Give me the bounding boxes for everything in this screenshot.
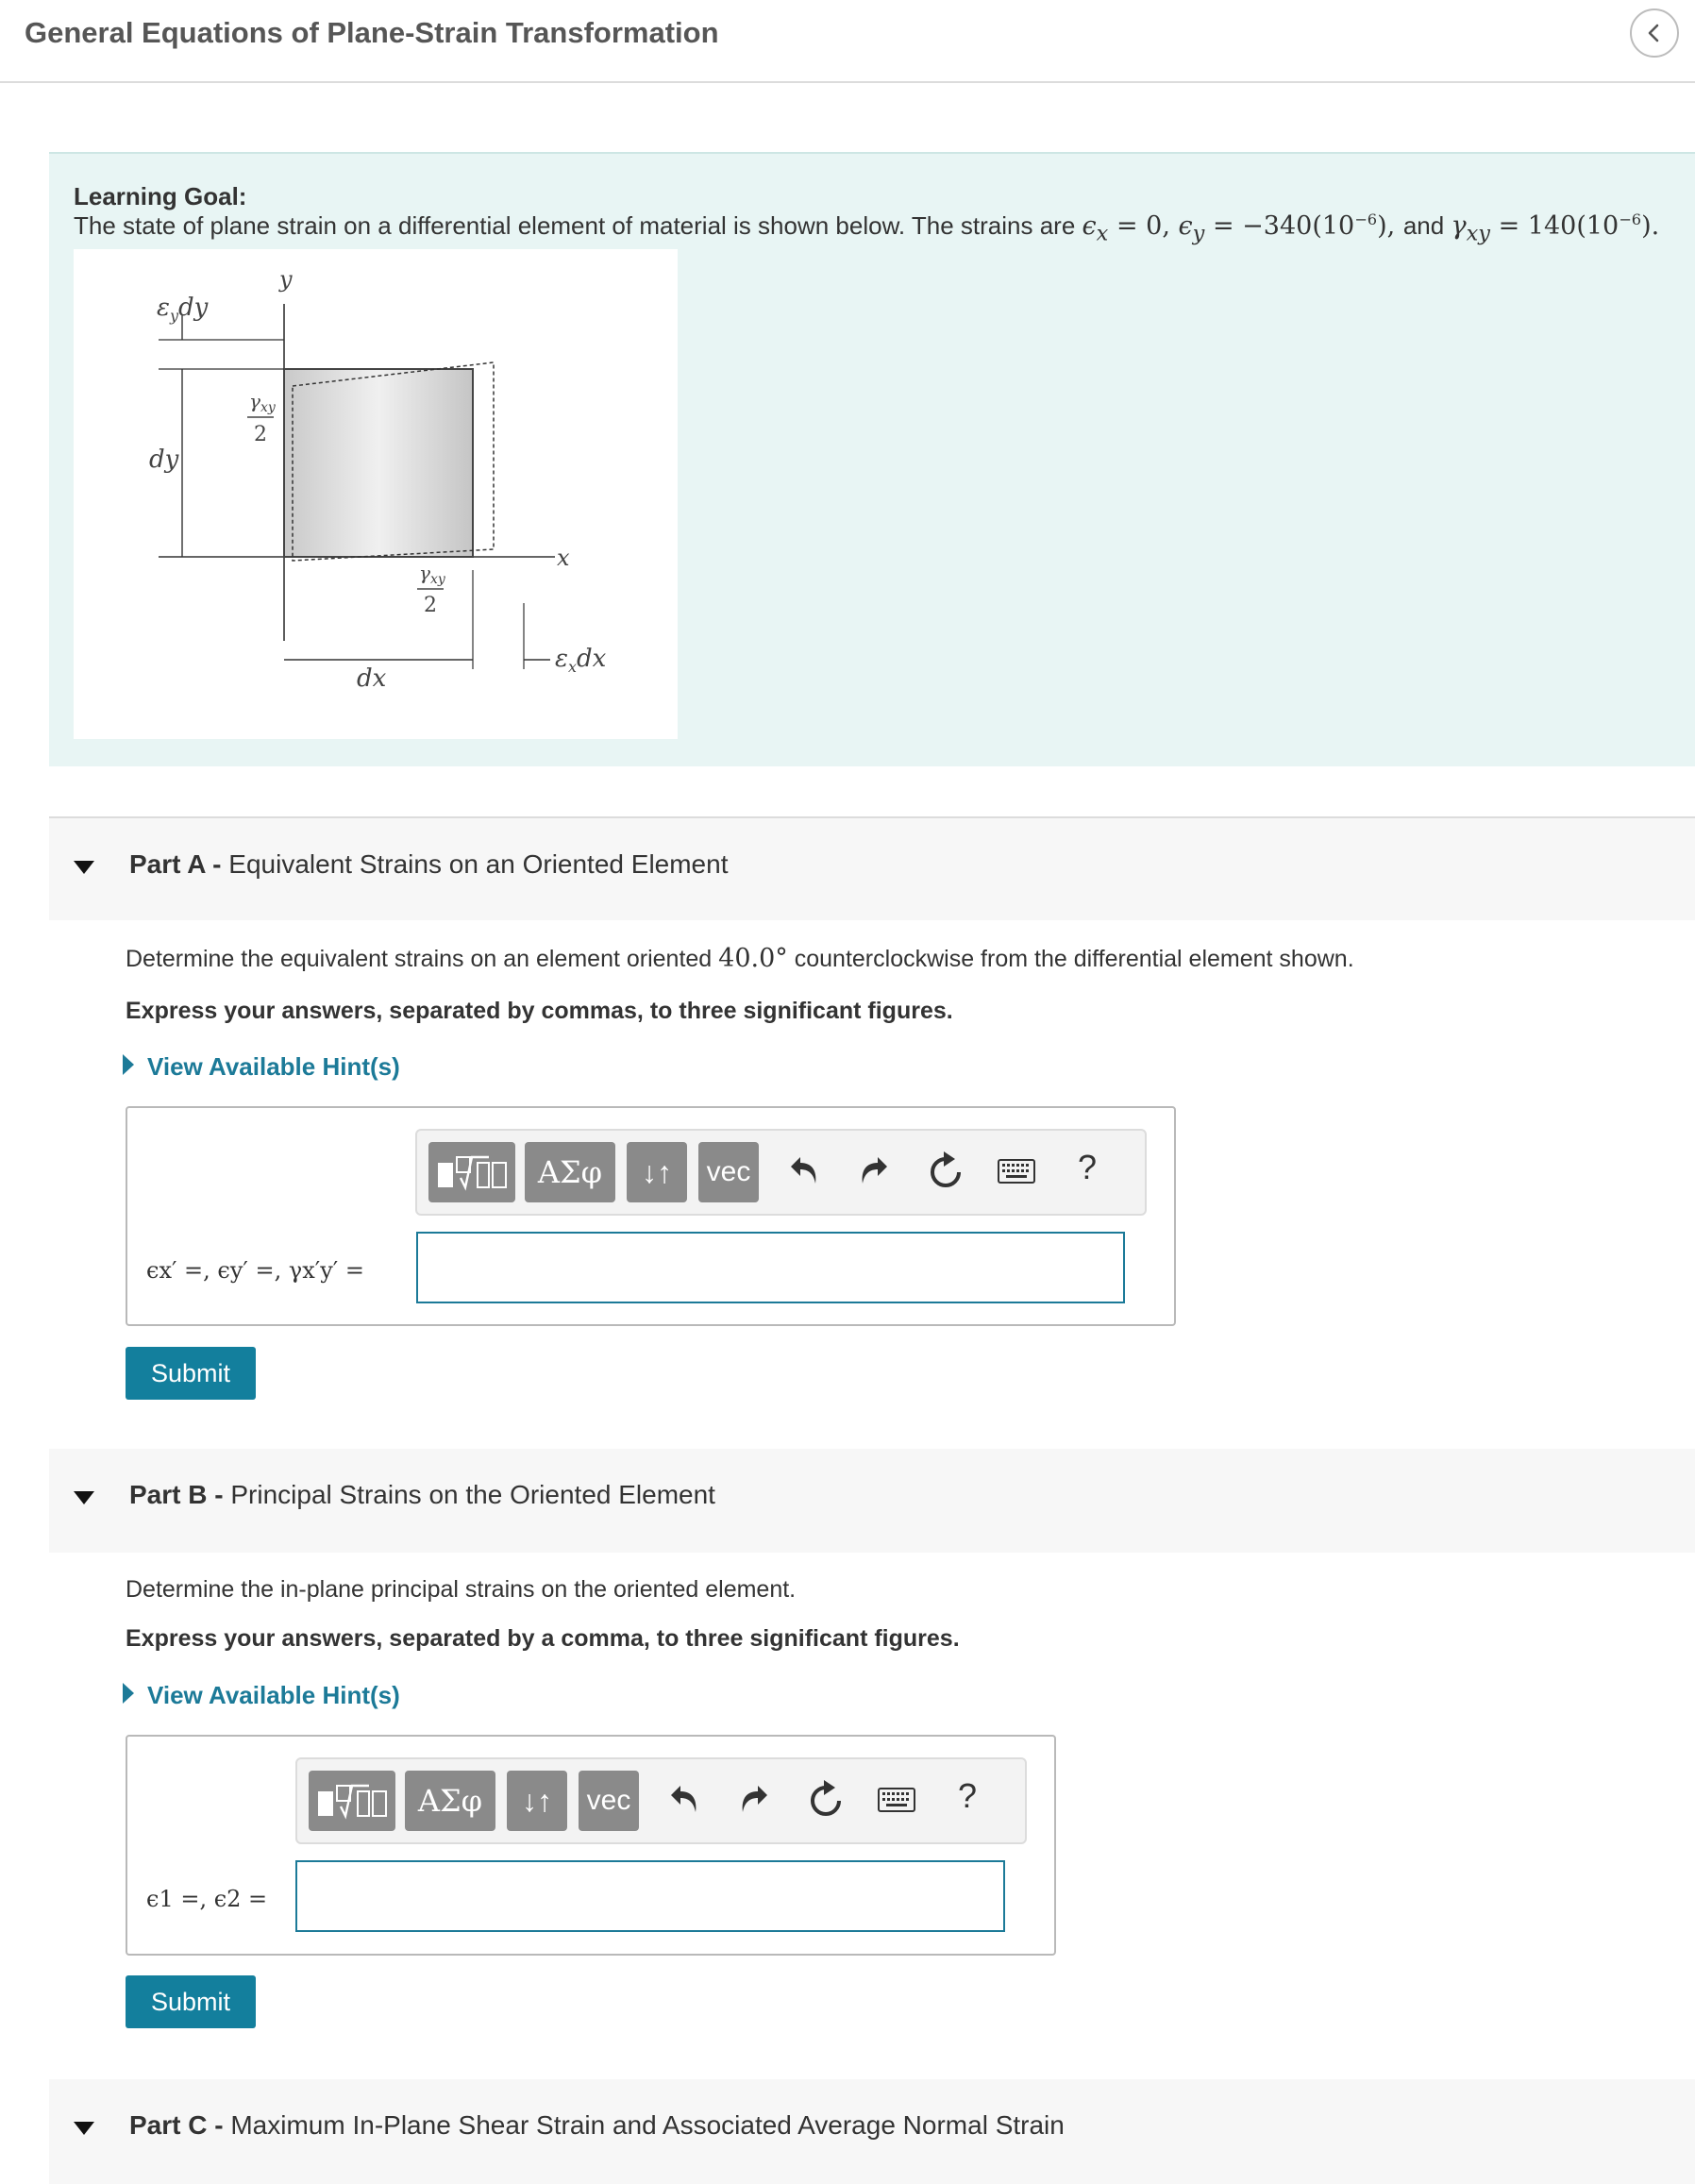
part-a-hint-text: View Available Hint(s) [147,1052,400,1081]
part-a-header[interactable] [49,816,1695,920]
learning-goal-text [74,210,1659,245]
epsilon-x-symbol: ϵ [1082,211,1097,241]
expand-triangle-icon [123,1683,134,1704]
expand-triangle-icon [123,1054,134,1075]
part-b-label: Part B - [129,1480,224,1509]
keyboard-icon[interactable] [998,1159,1035,1184]
epsilon-y-sub: y [1192,221,1205,246]
back-button[interactable] [1630,8,1679,58]
part-c-header[interactable] [49,2079,1695,2184]
part-a-title-text: Equivalent Strains on an Oriented Element [228,849,729,879]
part-b-question: Determine the in-plane principal strains on the oriented element. [126,1576,797,1603]
part-b-answer-input[interactable] [295,1860,1005,1932]
goal-text-before: The state of plane strain on a differential element of material is shown below. The strains are [74,211,1076,240]
chevron-left-icon [1644,23,1665,43]
part-b-math-toolbar [295,1757,1027,1844]
templates-button[interactable] [309,1771,395,1831]
label-two-bottom: 2 [424,594,437,617]
label-two-top: 2 [254,423,267,446]
gamma-xy-exponent: −6 [1619,210,1642,228]
part-c-label: Part C - [129,2110,224,2140]
part-b-answer-label: ϵ1 =, ϵ2 = [146,1886,268,1912]
epsilon-y-value: = −340(10 [1212,211,1355,241]
label-gamma-bottom: $\gamma_{xy}$ [419,562,445,587]
collapse-triangle-icon [74,861,94,876]
redo-icon[interactable] [857,1151,891,1189]
part-a-math-toolbar [415,1129,1147,1216]
greek-symbols-button[interactable]: ΑΣφ [525,1142,615,1202]
part-a-answer-input[interactable] [416,1232,1125,1303]
gamma-xy-value: = 140(10 [1498,211,1619,241]
part-b-answer-box [126,1735,1056,1956]
label-gamma-top: $\gamma_{xy}$ [249,390,276,415]
epsilon-x-sub: x [1096,221,1109,246]
label-ex-dx: $\varepsilon_xdx$ [555,645,607,676]
goal-and-text: and [1402,211,1445,240]
shear-strain-value [1451,210,1660,246]
part-a-angle: 40.0° [718,944,788,973]
epsilon-y-close: ), [1377,211,1396,241]
strain-diagram [74,249,678,739]
part-b-submit-button[interactable]: Submit [126,1975,256,2028]
label-dy: dy [149,445,179,474]
epsilon-y-symbol: ϵ [1178,211,1193,241]
part-a-question [126,944,1354,973]
reset-icon[interactable] [807,1780,845,1822]
gamma-xy-sub: xy [1466,221,1490,246]
greek-symbols-button[interactable]: ΑΣφ [405,1771,495,1831]
strain-values [1082,210,1403,246]
templates-button[interactable] [428,1142,515,1202]
part-b-title [129,1480,715,1510]
help-button[interactable]: ? [1078,1148,1098,1186]
gamma-xy-symbol: γ [1451,211,1467,241]
part-a-hint-link[interactable] [123,1052,400,1082]
label-ey-dy: $\varepsilon_ydy$ [157,294,209,325]
part-b-instruction: Express your answers, separated by a comma, to three significant figures. [126,1625,960,1652]
collapse-triangle-icon [74,2122,94,2137]
reset-icon[interactable] [927,1151,965,1193]
part-a-question-after: counterclockwise from the differential element shown. [794,946,1354,972]
undo-icon[interactable] [667,1780,701,1818]
redo-icon[interactable] [737,1780,771,1818]
keyboard-icon[interactable] [878,1788,915,1812]
collapse-triangle-icon [74,1491,94,1506]
part-a-title [129,849,728,880]
part-a-answer-box [126,1106,1176,1326]
header-bar [0,0,1695,83]
page-title: General Equations of Plane-Strain Transformation [25,16,719,49]
label-dx: dx [357,664,387,693]
arrows-button[interactable]: ↓↑ [627,1142,687,1202]
label-y: y [279,266,293,293]
epsilon-y-exponent: −6 [1354,210,1378,228]
templates-icon [434,1150,510,1195]
part-a-label: Part A - [129,849,222,879]
part-a-question-before: Determine the equivalent strains on an element oriented [126,946,713,972]
arrows-button[interactable]: ↓↑ [507,1771,567,1831]
epsilon-x-value: = 0, [1116,211,1170,241]
element-square [284,369,473,557]
learning-goal-heading: Learning Goal: [74,182,247,210]
part-c-title [129,2110,1065,2141]
part-b-title-text: Principal Strains on the Oriented Element [230,1480,715,1509]
part-b-header[interactable] [49,1449,1695,1553]
label-x: x [557,545,570,571]
vector-button[interactable]: vec [698,1142,759,1202]
gamma-xy-close: ). [1641,211,1660,241]
vector-button[interactable]: vec [579,1771,639,1831]
part-a-answer-label: ϵx′ =, ϵy′ =, γx′y′ = [146,1257,364,1284]
part-a-instruction: Express your answers, separated by commas, to three significant figures. [126,998,953,1024]
templates-icon [314,1778,390,1823]
part-b-hint-link[interactable] [123,1681,400,1710]
part-a-submit-button[interactable]: Submit [126,1347,256,1400]
part-c-title-text: Maximum In-Plane Shear Strain and Associated Average Normal Strain [230,2110,1065,2140]
learning-goal-panel [49,152,1695,766]
strain-element-figure [74,249,678,739]
help-button[interactable]: ? [958,1776,978,1815]
undo-icon[interactable] [787,1151,821,1189]
part-b-hint-text: View Available Hint(s) [147,1681,400,1709]
